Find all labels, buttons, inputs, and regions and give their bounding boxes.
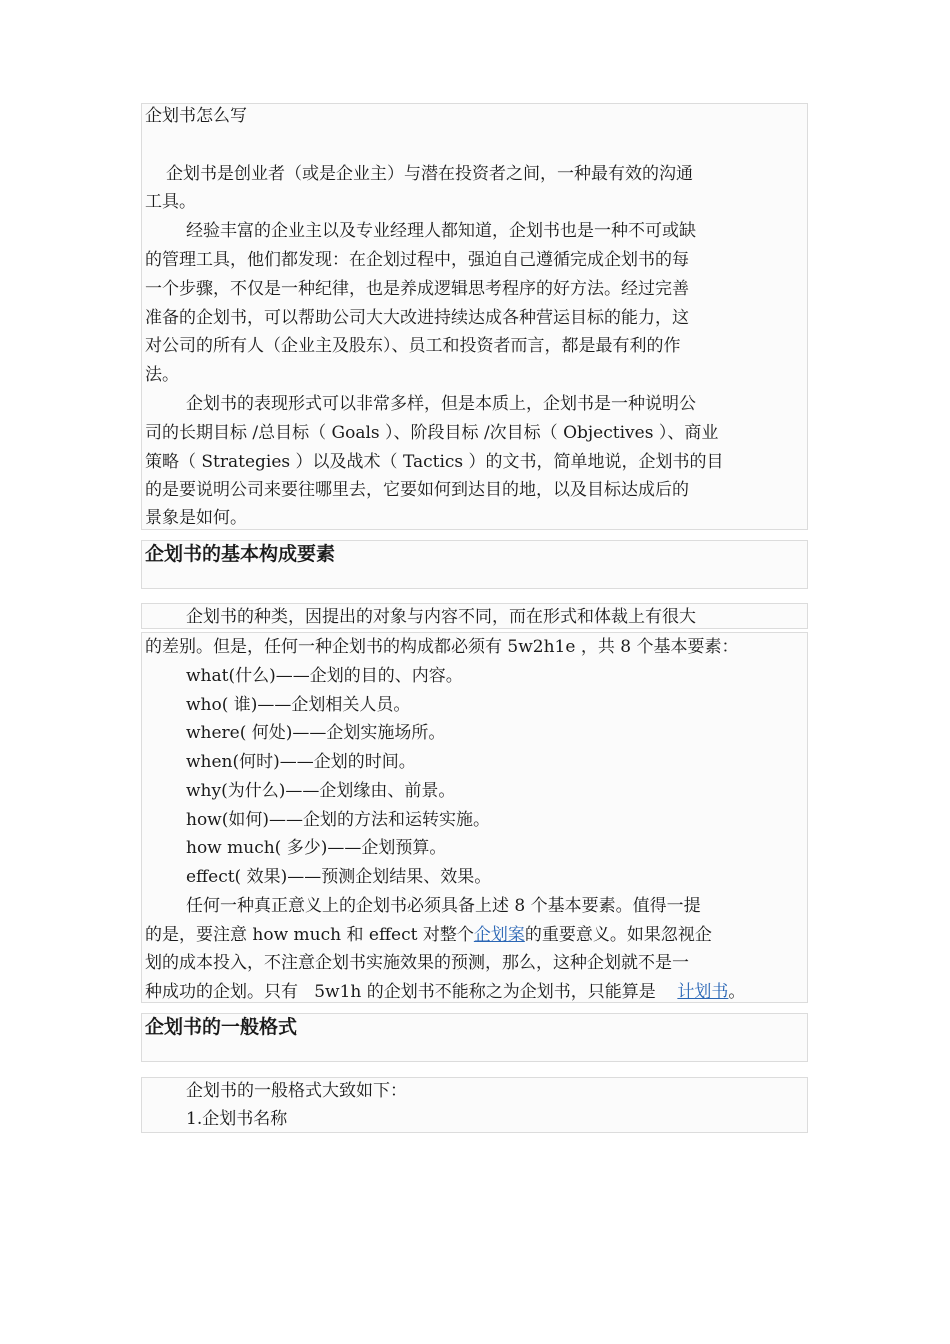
intro-p3-line: 的是要说明公司来要往哪里去，它要如何到达目的地，以及目标达成后的 [145, 480, 689, 500]
element-why: why(为什么)——企划缘由、前景。 [186, 781, 456, 801]
intro-p3-line: 司的长期目标 /总目标（ Goals ）、阶段目标 /次目标（ Objectives ）、商业 [145, 423, 719, 443]
closing-line [145, 982, 745, 1002]
section1-body-block [141, 632, 808, 1003]
section2-heading-block [141, 1013, 808, 1062]
section2-lead: 企划书的一般格式大致如下： [186, 1081, 407, 1101]
element-effect: effect( 效果)——预测企划结果、效果。 [186, 867, 492, 887]
closing-text: 的是，要注意 how much 和 effect 对整个 [145, 925, 474, 945]
section1-lead: 企划书的种类，因提出的对象与内容不同，而在形式和体裁上有很大 [186, 607, 696, 627]
intro-p1-line: 企划书是创业者（或是企业主）与潜在投资者之间，一种最有效的沟通 [166, 164, 693, 184]
intro-block [141, 103, 808, 530]
intro-p2-line: 准备的企划书，可以帮助公司大大改进持续达成各种营运目标的能力，这 [145, 308, 689, 328]
closing-line: 任何一种真正意义上的企划书必须具备上述 8 个基本要素。值得一提 [186, 896, 701, 916]
section1-heading-block [141, 540, 808, 589]
intro-p2-line: 的管理工具，他们都发现：在企划过程中，强迫自己遵循完成企划书的每 [145, 250, 689, 270]
format-item-1: 1.企划书名称 [186, 1109, 288, 1129]
link-plan-proposal[interactable]: 企划案 [473, 925, 525, 945]
closing-text: 种成功的企划。只有 5w1h 的企划书不能称之为企划书，只能算是 [145, 982, 678, 1002]
element-where: where( 何处)——企划实施场所。 [186, 723, 446, 743]
intro-p2-line: 一个步骤，不仅是一种纪律，也是养成逻辑思考程序的好方法。经过完善 [145, 279, 689, 299]
section1-heading: 企划书的基本构成要素 [145, 543, 336, 565]
element-what: what(什么)——企划的目的、内容。 [186, 666, 463, 686]
section1-lead2: 的差别。但是，任何一种企划书的构成都必须有 5w2h1e ，共 8 个基本要素： [145, 637, 739, 657]
closing-text: 。 [728, 982, 746, 1002]
intro-p2-line: 对公司的所有人（企业主及股东）、员工和投资者而言，都是最有利的作 [145, 336, 681, 356]
intro-p2-line: 法。 [145, 365, 179, 385]
element-how: how(如何)——企划的方法和运转实施。 [186, 810, 490, 830]
closing-text: 的重要意义。如果忽视企 [524, 925, 712, 945]
section2-heading: 企划书的一般格式 [145, 1016, 298, 1038]
intro-p1-line: 工具。 [145, 192, 196, 212]
intro-p2-line: 经验丰富的企业主以及专业经理人都知道，企划书也是一种不可或缺 [186, 221, 696, 241]
element-how-much: how much( 多少)——企划预算。 [186, 838, 447, 858]
section2-body-block [141, 1077, 808, 1133]
section1-lead-block [141, 603, 808, 629]
element-who: who( 谁)——企划相关人员。 [186, 695, 411, 715]
closing-line [145, 925, 712, 945]
link-plan-document[interactable]: 计划书 [677, 982, 729, 1002]
intro-p3-line: 企划书的表现形式可以非常多样，但是本质上，企划书是一种说明公 [186, 394, 696, 414]
intro-p3-line: 景象是如何。 [145, 508, 247, 528]
closing-line: 划的成本投入，不注意企划书实施效果的预测，那么，这种企划就不是一 [145, 953, 689, 973]
element-when: when(何时)——企划的时间。 [186, 752, 416, 772]
doc-title: 企划书怎么写 [145, 106, 247, 126]
intro-p3-line: 策略（ Strategies ）以及战术（ Tactics ）的文书，简单地说，企划书的目 [145, 452, 724, 472]
